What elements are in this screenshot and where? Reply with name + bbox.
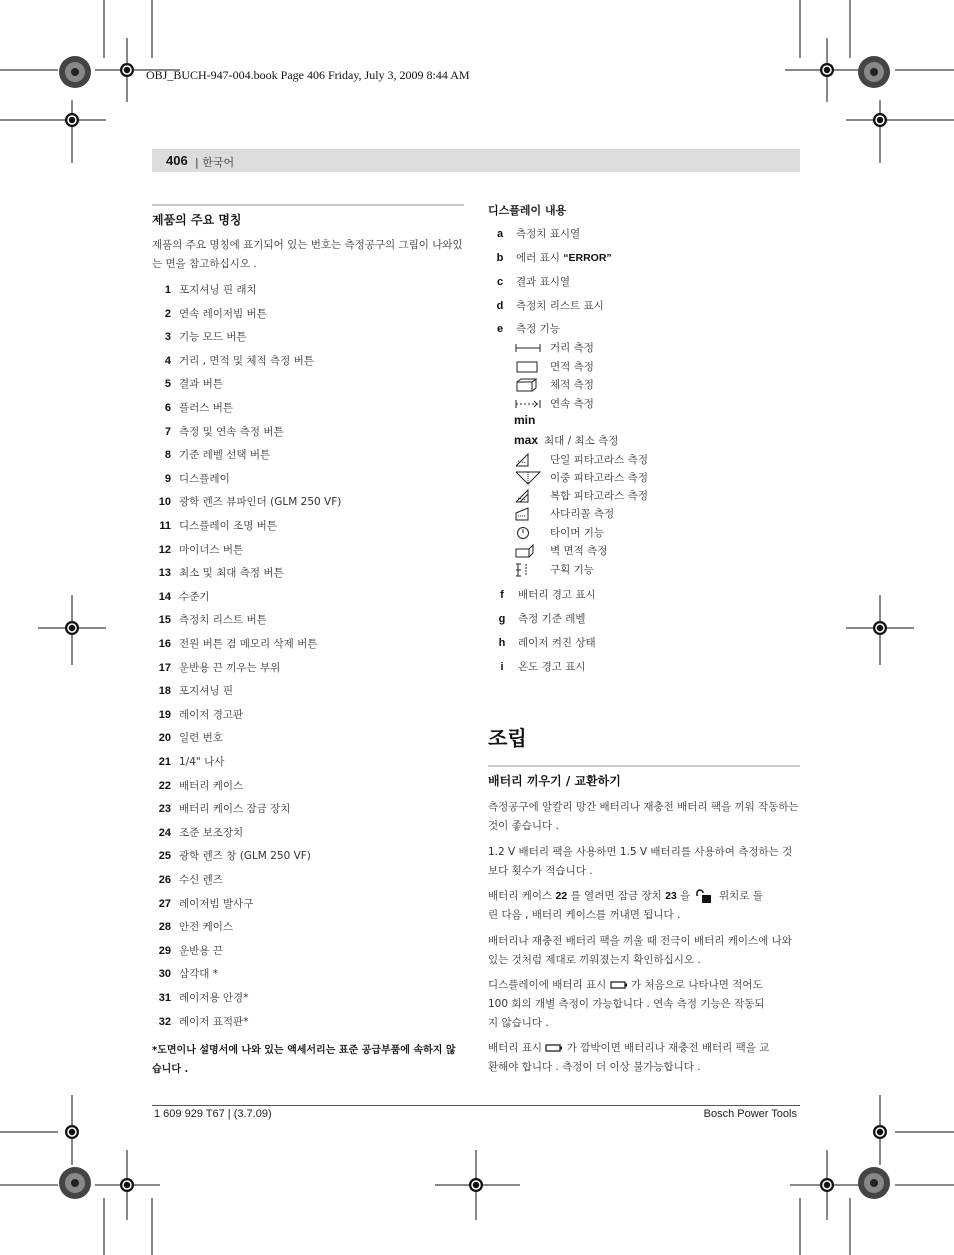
parts-list-item bbox=[152, 660, 280, 676]
part-number: 28 bbox=[158, 921, 171, 933]
parts-list-item bbox=[152, 707, 243, 723]
left-title-rule bbox=[152, 204, 464, 206]
part-number: 4 bbox=[164, 355, 171, 367]
footer-brand: Bosch Power Tools bbox=[703, 1108, 797, 1120]
parts-list-item bbox=[152, 754, 224, 770]
parts-list-item bbox=[152, 589, 209, 605]
display-item-i: i 온도 경고 표시 bbox=[500, 661, 586, 673]
parts-list bbox=[152, 282, 464, 1042]
ref-23: 23 bbox=[665, 890, 677, 902]
part-label: 거리 , 면적 및 체적 측정 버튼 bbox=[179, 355, 314, 367]
parts-list-item bbox=[152, 943, 223, 959]
parts-list-item bbox=[152, 518, 277, 534]
parts-list-item bbox=[152, 329, 247, 345]
part-number: 32 bbox=[158, 1016, 171, 1028]
part-label: 디스플레이 bbox=[179, 473, 230, 485]
part-number: 18 bbox=[158, 685, 171, 697]
display-items-top bbox=[492, 226, 792, 346]
part-label: 측정치 리스트 버튼 bbox=[179, 614, 267, 626]
trapezoid-icon bbox=[514, 507, 542, 521]
volume-icon bbox=[514, 378, 542, 392]
part-label: 포지셔닝 핀 래치 bbox=[179, 284, 257, 296]
parts-list-item bbox=[152, 282, 257, 298]
distance-icon bbox=[514, 341, 542, 355]
part-label: 광학 렌즈 창 (GLM 250 VF) bbox=[179, 850, 311, 862]
stakeout-icon bbox=[514, 563, 542, 577]
part-number: 3 bbox=[164, 331, 171, 343]
parts-list-item bbox=[152, 683, 233, 699]
pythagoras-double-icon bbox=[514, 471, 542, 485]
display-items-bottom bbox=[494, 587, 794, 687]
function-pythagoras-double: 이중 피타고라스 측정 bbox=[514, 470, 648, 485]
pythagoras-combined-icon bbox=[514, 489, 542, 503]
unlock-icon bbox=[694, 889, 716, 903]
function-pythagoras-single: 단일 피타고라스 측정 bbox=[514, 452, 648, 467]
part-label: 1/4" 나사 bbox=[179, 756, 225, 768]
language-label: | 한국어 bbox=[195, 156, 235, 169]
battery-para-3: 배터리 케이스 22 를 열려면 잠금 장치 23 을 위치로 돌 린 다음 , 배터리 케이스를 꺼내면 됩니다 . bbox=[488, 890, 763, 921]
function-min bbox=[514, 413, 535, 427]
parts-list-item bbox=[152, 896, 253, 912]
display-item-g: g 측정 기준 레벨 bbox=[498, 613, 586, 625]
parts-list-item bbox=[152, 636, 317, 652]
continuous-icon bbox=[514, 397, 542, 411]
parts-list-item bbox=[152, 825, 243, 841]
function-wall-area: 벽 면적 측정 bbox=[514, 543, 607, 558]
display-item-e: e 측정 기능 bbox=[496, 323, 560, 335]
parts-list-item bbox=[152, 542, 243, 558]
footer-rule bbox=[152, 1105, 800, 1106]
part-label: 배터리 케이스 잠금 장치 bbox=[179, 803, 291, 815]
min-label: min bbox=[514, 413, 536, 427]
battery-para-2: 1.2 V 배터리 팩을 사용하면 1.5 V 배터리를 사용하여 측정하는 것보다 횟수가 적습니다 . bbox=[488, 846, 793, 877]
pythagoras-single-icon bbox=[514, 453, 542, 467]
parts-intro: 제품의 주요 명칭에 표기되어 있는 번호는 측정공구의 그림이 나와있는 면을 참고하십시오 . bbox=[152, 239, 463, 270]
part-number: 29 bbox=[158, 945, 171, 957]
display-item-b: b 에러 표시 “ERROR” bbox=[496, 252, 612, 264]
part-label: 조준 보조장치 bbox=[179, 827, 244, 839]
parts-list-item bbox=[152, 612, 267, 628]
part-number: 21 bbox=[158, 756, 171, 768]
function-stakeout: 구획 기능 bbox=[514, 562, 594, 577]
part-number: 1 bbox=[164, 284, 171, 296]
part-label: 삼각대 * bbox=[179, 968, 219, 980]
assembly-heading: 조립 bbox=[488, 726, 527, 750]
battery-para-1: 측정공구에 알칼리 망간 배터리나 재충전 배터리 팩을 끼워 작동하는 것이 좋습니다 . bbox=[488, 801, 799, 832]
parts-list-item bbox=[152, 353, 314, 369]
part-label: 레이저빔 발사구 bbox=[179, 898, 254, 910]
battery-title: 배터리 끼우기 / 교환하기 bbox=[488, 774, 621, 788]
part-number: 31 bbox=[158, 992, 171, 1004]
parts-list-item bbox=[152, 471, 230, 487]
parts-list-item bbox=[152, 778, 243, 794]
parts-list-item bbox=[152, 376, 223, 392]
page-header-bar bbox=[152, 149, 800, 172]
part-number: 7 bbox=[164, 426, 171, 438]
parts-list-item bbox=[152, 872, 223, 888]
battery-para-5: 디스플레이에 배터리 표시 가 처음으로 나타나면 적어도 100 회의 개별 측정이 가능합니다 . 연속 측정 기능은 작동되 지 않습니다 . bbox=[488, 979, 765, 1029]
function-continuous: 연속 측정 bbox=[514, 396, 594, 411]
part-label: 수신 렌즈 bbox=[179, 874, 223, 886]
battery-blink-icon bbox=[545, 1043, 563, 1053]
wall-area-icon bbox=[514, 544, 542, 558]
function-distance: 거리 측정 bbox=[514, 340, 594, 355]
part-label: 레이저용 안경* bbox=[179, 992, 249, 1004]
part-label: 측정 및 연속 측정 버튼 bbox=[179, 426, 284, 438]
function-pythagoras-combined: 복합 피타고라스 측정 bbox=[514, 488, 648, 503]
function-minmax: max 최대 / 최소 측정 bbox=[514, 433, 619, 447]
part-number: 30 bbox=[158, 968, 171, 980]
parts-list-item bbox=[152, 565, 284, 581]
battery-para-6: 배터리 표시 가 깜박이면 배터리나 재충전 배터리 팩을 교 환해야 합니다 . 측정이 더 이상 불가능합니다 . bbox=[488, 1042, 770, 1073]
part-label: 전원 버튼 겸 메모리 삭제 버튼 bbox=[179, 638, 318, 650]
part-label: 운반용 끈 bbox=[179, 945, 223, 957]
part-number: 20 bbox=[158, 732, 171, 744]
part-number: 23 bbox=[158, 803, 171, 815]
part-label: 디스플레이 조명 버튼 bbox=[179, 520, 277, 532]
ref-22: 22 bbox=[555, 890, 568, 902]
part-number: 9 bbox=[164, 473, 171, 485]
part-number: 13 bbox=[158, 567, 171, 579]
timer-icon bbox=[514, 526, 542, 540]
part-label: 마이너스 버튼 bbox=[179, 544, 244, 556]
part-number: 16 bbox=[158, 638, 171, 650]
part-number: 19 bbox=[158, 709, 171, 721]
part-label: 광학 렌즈 뷰파인더 (GLM 250 VF) bbox=[179, 496, 342, 508]
part-number: 6 bbox=[164, 402, 171, 414]
part-number: 22 bbox=[158, 780, 171, 792]
part-number: 27 bbox=[158, 898, 171, 910]
parts-list-item bbox=[152, 447, 270, 463]
display-item-c: c 결과 표시열 bbox=[496, 276, 571, 288]
area-icon bbox=[514, 360, 542, 374]
parts-list-item bbox=[152, 306, 267, 322]
max-label: max bbox=[514, 433, 539, 447]
part-number: 8 bbox=[164, 449, 171, 461]
part-number: 10 bbox=[158, 496, 171, 508]
part-number: 17 bbox=[158, 662, 171, 674]
battery-icon bbox=[610, 980, 628, 990]
display-item-a: a 측정치 표시열 bbox=[496, 228, 581, 240]
part-number: 24 bbox=[158, 827, 171, 839]
parts-list-item bbox=[152, 919, 233, 935]
parts-list-item bbox=[152, 1014, 248, 1030]
footer-doc-number: 1 609 929 T67 | (3.7.09) bbox=[154, 1108, 272, 1120]
part-label: 안전 케이스 bbox=[179, 921, 234, 933]
parts-list-item bbox=[152, 494, 341, 510]
print-slug: OBJ_BUCH-947-004.book Page 406 Friday, July 3, 2009 8:44 AM bbox=[146, 68, 470, 82]
battery-title-rule bbox=[488, 765, 800, 767]
part-label: 최소 및 최대 측정 버튼 bbox=[179, 567, 284, 579]
function-list bbox=[490, 340, 790, 580]
part-label: 연속 레이저빔 버튼 bbox=[179, 308, 267, 320]
part-label: 일련 번호 bbox=[179, 732, 223, 744]
part-label: 레이저 표적판* bbox=[179, 1016, 249, 1028]
parts-list-item bbox=[152, 730, 223, 746]
parts-list-item bbox=[152, 990, 248, 1006]
part-label: 플러스 버튼 bbox=[179, 402, 234, 414]
part-number: 11 bbox=[159, 520, 171, 532]
part-number: 2 bbox=[164, 308, 171, 320]
function-volume: 체적 측정 bbox=[514, 377, 594, 392]
parts-list-item bbox=[152, 848, 311, 864]
battery-para-4: 배터리나 재충전 배터리 팩을 끼울 때 전극이 배터리 케이스에 나와있는 것처럼 제대로 끼워졌는지 확인하십시오 . bbox=[488, 935, 792, 966]
part-number: 26 bbox=[158, 874, 171, 886]
part-label: 포지셔닝 핀 bbox=[179, 685, 234, 697]
display-item-h: h 레이저 켜진 상태 bbox=[498, 637, 596, 649]
page-number: 406 bbox=[166, 153, 188, 168]
parts-title: 제품의 주요 명칭 bbox=[152, 213, 242, 227]
part-number: 12 bbox=[158, 544, 171, 556]
parts-list-item bbox=[152, 801, 290, 817]
part-label: 운반용 끈 끼우는 부위 bbox=[179, 662, 281, 674]
parts-list-item bbox=[152, 400, 233, 416]
part-label: 기준 레벨 선택 버튼 bbox=[179, 449, 271, 461]
part-number: 5 bbox=[164, 378, 171, 390]
footnote: *도면이나 설명서에 나와 있는 액세서리는 표준 공급부품에 속하지 않습니다 . bbox=[152, 1045, 456, 1075]
part-number: 15 bbox=[158, 614, 171, 626]
part-label: 수준기 bbox=[179, 591, 210, 603]
part-number: 25 bbox=[158, 850, 171, 862]
error-text: “ERROR” bbox=[563, 252, 612, 264]
part-label: 결과 버튼 bbox=[179, 378, 223, 390]
part-label: 기능 모드 버튼 bbox=[179, 331, 247, 343]
part-label: 배터리 케이스 bbox=[179, 780, 244, 792]
display-item-d: d 측정치 리스트 표시 bbox=[496, 300, 604, 312]
parts-list-item bbox=[152, 424, 284, 440]
parts-list-item bbox=[152, 966, 218, 982]
part-label: 레이저 경고판 bbox=[179, 709, 244, 721]
function-timer: 타이머 기능 bbox=[514, 525, 604, 540]
display-item-f: f 배터리 경고 표시 bbox=[500, 589, 596, 601]
function-trapezoid: 사다리꼴 측정 bbox=[514, 506, 614, 521]
function-area: 면적 측정 bbox=[514, 359, 594, 374]
part-number: 14 bbox=[158, 591, 171, 603]
display-title: 디스플레이 내용 bbox=[488, 204, 567, 217]
